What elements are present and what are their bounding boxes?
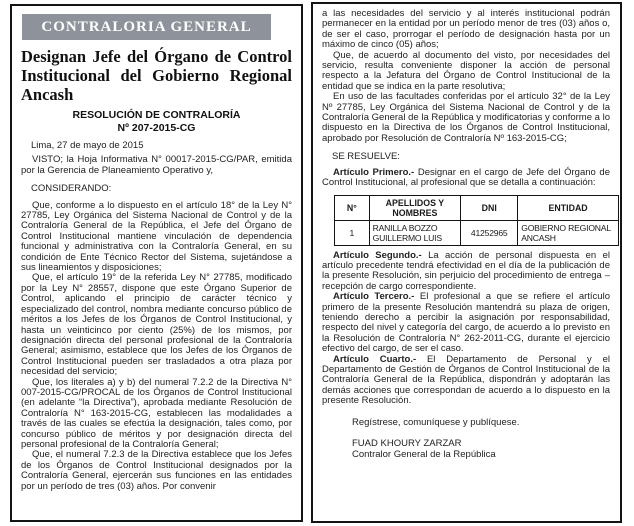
recital-paragraph-3: Que, los literales a) y b) del numeral 7.2.2 de la Directiva N° 007-2015-CG/PROCAL de los Órganos de Control Institucional (en adelante “la Directiva”), aprobada mediante Resolución de Contraloría N° 163-2015-CG, establecen las modalidades a través de las cuales se efectúa la designación, tales como, por concurso público de méritos y por designación directa del personal profesional de la Contraloría General; (21, 376, 292, 450)
article-segundo-lead: Artículo Segundo.- (333, 249, 429, 261)
article-cuarto-lead: Artículo Cuarto.- (333, 353, 427, 365)
table-header-dni: DNI (461, 195, 518, 220)
recital-paragraph-1: Que, conforme a lo dispuesto en el artículo 18° de la Ley N° 27785, Ley Orgánica del Sistema Nacional de Control y de la Contraloría General de la República, el Jefe del Órgano de Control Institucional mantiene vinculación de dependencia funcional y administrativa con la Contraloría General, en su condición de Ente Técnico Rector del Sistema, sujetándose a sus lineamientos y disposiciones; (21, 199, 292, 274)
table-header-number: N° (335, 195, 370, 220)
article-primero-lead: Artículo Primero.- (333, 166, 418, 178)
signature-block (352, 438, 610, 460)
contraloria-section-bar (22, 14, 271, 40)
se-resuelve-heading: SE RESUELVE: (332, 151, 400, 163)
article-segundo (322, 251, 610, 293)
recital-paragraph-6: En uso de las facultades conferidas por el artículo 32° de la Ley Nº 27785, Ley Orgánica del Sistema Nacional de Control y de la Contraloría General de la República y modificatorias y conforme a lo dispuesto en la Directiva de los Órganos de Control Institucional, aprobado por Resolución de Contraloría Nº 163-2015-CG; (322, 91, 610, 144)
article-tercero (322, 292, 610, 354)
article-primero (322, 168, 610, 189)
table-cell-names: RANILLA BOZZO GUILLERMO LUIS (369, 220, 461, 245)
signatory-name: FUAD KHOURY ZARZAR (352, 437, 462, 449)
table-cell-dni: 41252965 (461, 220, 518, 245)
table-header-row (335, 195, 619, 220)
article-cuarto-text: El Departamento de Personal y el Departamento de Gestión de Órganos de Control Institucional de la Contraloría General de la República, dispondrán y adoptarán las demás acciones que correspondan de acuerdo a lo dispuesto en la presente Resolución. (322, 353, 610, 407)
table-header-entity: ENTIDAD (518, 195, 619, 220)
document-title: Designan Jefe del Órgano de Control Institucional del Gobierno Regional Ancash (21, 47, 292, 104)
resolution-heading (21, 109, 292, 134)
article-segundo-text: La acción de personal dispuesta en el artículo precedente tendrá efectividad en el día de la publicación de la presente Resolución, sin perjuicio del procedimiento de entrega – recepción de cargo correspondiente. (322, 249, 610, 292)
date-line: Lima, 27 de mayo de 2015 (31, 140, 144, 151)
article-cuarto (322, 355, 610, 407)
resolution-number: Nº 207-2015-CG (117, 121, 196, 134)
contraloria-section-label: CONTRALORIA GENERAL (41, 19, 252, 35)
visto-paragraph: VISTO; la Hoja Informativa N° 00017-2015-CG/PAR, emitida por la Gerencia de Planeamiento Operativo y, (21, 154, 292, 176)
table-header-names: APELLIDOS Y NOMBRES (369, 195, 461, 220)
recital-paragraph-4: Que, el numeral 7.2.3 de la Directiva establece que los Jefes de los Órganos de Control Institucional designados por la Contraloría General, ejercerán sus funciones en las entidades por un período de tres (03) años. Por convenir (21, 449, 292, 492)
article-primero-text: Designar en el cargo de Jefe del Órgano de Control Institucional, al profesional que se detalla a continuación: (322, 166, 610, 189)
article-tercero-lead: Artículo Tercero.- (333, 291, 420, 303)
article-tercero-text: El profesional a que se refiere el artículo primero de la presente Resolución mantendrá su plaza de origen, teniendo derecho a percibir la asignación por responsabilidad, respecto del nivel y categoría del cargo, de acuerdo a lo previsto en la Resolución de Contraloría N° 262-2011-CG, durante el ejercicio efectivo del cargo, de ser el caso. (322, 291, 610, 355)
continuation-paragraph: a las necesidades del servicio y al interés institucional podrán permanecer en la entidad por un período menor de tres (03) años o, de ser el caso, prorrogar el período de designación hasta por un máximo de cinco (05) años; (322, 8, 610, 51)
signatory-title: Contralor General de la República (352, 448, 496, 460)
recital-paragraph-2: Que, el artículo 19° de la referida Ley N° 27785, modificado por la Ley N° 28557, dispone que este Órgano Superior de Control, aplicando el principio de carácter técnico y especializado del control, nombra mediante concurso público de méritos a los Jefes de los Órganos de Control Institucional, y hasta un veinticinco por ciento (25%) de los mismos, por designación directa del personal profesional de la Contraloría General; asimismo, establece que los Jefes de los Órganos de Control Institucional pueden ser trasladados a otra plaza por necesidad del servicio; (21, 272, 292, 378)
considerando-heading: CONSIDERANDO: (31, 183, 112, 195)
designation-table (334, 195, 619, 246)
resolution-heading-line1: RESOLUCIÓN DE CONTRALORÍA (72, 109, 241, 121)
table-cell-number: 1 (335, 220, 370, 245)
table-row (335, 220, 619, 245)
table-cell-entity: GOBIERNO REGIONAL ANCASH (518, 220, 619, 245)
recital-paragraph-5: Que, de acuerdo al documento del visto, por necesidades del servicio, resulta conveniente disponer la acción de personal respecto a la Jefatura del Órgano de Control Institucional de la entidad que se indica en la parte resolutiva; (322, 49, 610, 92)
left-column (10, 4, 303, 522)
closing-formula: Regístrese, comuníquese y publíquese. (352, 416, 520, 428)
right-column (311, 2, 622, 523)
